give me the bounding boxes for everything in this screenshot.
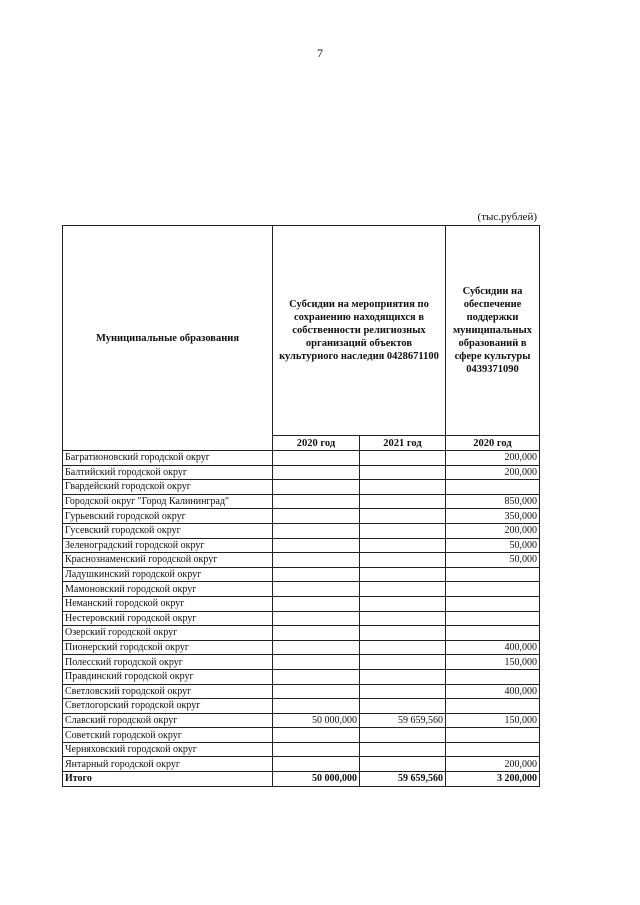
cell-a-2020	[273, 451, 360, 466]
cell-a-2021	[360, 582, 446, 597]
cell-a-2021	[360, 626, 446, 641]
table-row	[63, 699, 540, 714]
cell-b-2020	[446, 728, 540, 743]
subsidy-table	[62, 225, 540, 787]
cell-a-2020	[273, 494, 360, 509]
table-row	[63, 757, 540, 772]
table-row	[63, 451, 540, 466]
table-row	[63, 523, 540, 538]
cell-a-2021	[360, 465, 446, 480]
row-name: Славский городской округ	[63, 713, 273, 728]
cell-b-2020: 150,000	[446, 655, 540, 670]
row-name: Гвардейский городской округ	[63, 480, 273, 495]
cell-a-2021	[360, 655, 446, 670]
row-name: Черняховский городской округ	[63, 742, 273, 757]
row-name: Балтийский городской округ	[63, 465, 273, 480]
cell-b-2020: 200,000	[446, 757, 540, 772]
row-name: Зеленоградский городской округ	[63, 538, 273, 553]
table-row	[63, 611, 540, 626]
table-row	[63, 655, 540, 670]
table-row	[63, 480, 540, 495]
row-name: Светлогорский городской округ	[63, 699, 273, 714]
cell-b-2020	[446, 626, 540, 641]
cell-a-2021: 59 659,560	[360, 772, 446, 787]
cell-a-2021	[360, 538, 446, 553]
cell-a-2020	[273, 640, 360, 655]
row-name: Ладушкинский городской округ	[63, 567, 273, 582]
cell-a-2021	[360, 757, 446, 772]
cell-a-2020	[273, 582, 360, 597]
header-year-a-2020: 2020 год	[273, 436, 360, 451]
cell-a-2020	[273, 626, 360, 641]
table-row	[63, 669, 540, 684]
cell-a-2020	[273, 480, 360, 495]
row-name: Нестеровский городской округ	[63, 611, 273, 626]
table-row	[63, 596, 540, 611]
cell-a-2021	[360, 728, 446, 743]
table-row-total	[63, 772, 540, 787]
cell-a-2021	[360, 699, 446, 714]
row-name: Мамоновский городской округ	[63, 582, 273, 597]
row-name: Полесский городской округ	[63, 655, 273, 670]
cell-b-2020: 200,000	[446, 451, 540, 466]
cell-a-2020	[273, 523, 360, 538]
row-name: Городской округ "Город Калининград"	[63, 494, 273, 509]
cell-a-2020	[273, 742, 360, 757]
cell-b-2020: 200,000	[446, 523, 540, 538]
table-row	[63, 684, 540, 699]
cell-a-2021: 59 659,560	[360, 713, 446, 728]
row-name: Краснознаменский городской округ	[63, 553, 273, 568]
table-row	[63, 553, 540, 568]
header-year-b-2020: 2020 год	[446, 436, 540, 451]
table-row	[63, 494, 540, 509]
cell-a-2020	[273, 728, 360, 743]
row-name: Итого	[63, 772, 273, 787]
table-row	[63, 742, 540, 757]
cell-a-2021	[360, 684, 446, 699]
cell-b-2020: 150,000	[446, 713, 540, 728]
cell-b-2020	[446, 669, 540, 684]
table-body	[63, 451, 540, 787]
table-row	[63, 728, 540, 743]
cell-a-2021	[360, 523, 446, 538]
cell-a-2020	[273, 509, 360, 524]
cell-a-2020	[273, 699, 360, 714]
cell-a-2020	[273, 669, 360, 684]
cell-b-2020	[446, 742, 540, 757]
row-name: Гусевский городской округ	[63, 523, 273, 538]
cell-a-2020	[273, 596, 360, 611]
table-row	[63, 582, 540, 597]
cell-a-2020	[273, 611, 360, 626]
cell-a-2020	[273, 553, 360, 568]
table-row	[63, 640, 540, 655]
header-year-a-2021: 2021 год	[360, 436, 446, 451]
row-name: Правдинский городской округ	[63, 669, 273, 684]
cell-a-2020	[273, 465, 360, 480]
row-name: Янтарный городской округ	[63, 757, 273, 772]
cell-b-2020	[446, 480, 540, 495]
row-name: Гурьевский городской округ	[63, 509, 273, 524]
cell-a-2021	[360, 494, 446, 509]
cell-b-2020: 400,000	[446, 684, 540, 699]
cell-b-2020: 850,000	[446, 494, 540, 509]
cell-a-2021	[360, 480, 446, 495]
cell-a-2021	[360, 567, 446, 582]
cell-a-2020: 50 000,000	[273, 713, 360, 728]
row-name: Советский городской округ	[63, 728, 273, 743]
cell-a-2020: 50 000,000	[273, 772, 360, 787]
units-label: (тыс.рублей)	[477, 211, 537, 223]
cell-b-2020: 200,000	[446, 465, 540, 480]
cell-b-2020	[446, 611, 540, 626]
cell-b-2020: 50,000	[446, 553, 540, 568]
cell-b-2020	[446, 699, 540, 714]
row-name: Неманский городской округ	[63, 596, 273, 611]
cell-a-2020	[273, 684, 360, 699]
cell-b-2020	[446, 582, 540, 597]
cell-b-2020: 3 200,000	[446, 772, 540, 787]
cell-a-2021	[360, 640, 446, 655]
header-subsidy-religious-heritage	[273, 226, 446, 436]
cell-a-2020	[273, 757, 360, 772]
cell-b-2020: 50,000	[446, 538, 540, 553]
cell-a-2020	[273, 567, 360, 582]
cell-a-2020	[273, 538, 360, 553]
cell-b-2020	[446, 567, 540, 582]
cell-a-2021	[360, 669, 446, 684]
cell-b-2020	[446, 596, 540, 611]
cell-a-2021	[360, 553, 446, 568]
table-row	[63, 626, 540, 641]
header-subsidy-culture-support: Субсидии на обеспечение поддержки муниципальных образований в сфере культуры 0439371090	[446, 226, 540, 436]
cell-a-2021	[360, 509, 446, 524]
table-row	[63, 465, 540, 480]
table-row	[63, 538, 540, 553]
page-number: 7	[317, 46, 323, 60]
cell-a-2021	[360, 451, 446, 466]
table-row	[63, 509, 540, 524]
cell-a-2021	[360, 596, 446, 611]
row-name: Светловский городской округ	[63, 684, 273, 699]
header-municipality: Муниципальные образования	[63, 226, 273, 451]
cell-a-2021	[360, 742, 446, 757]
cell-b-2020: 350,000	[446, 509, 540, 524]
cell-a-2021	[360, 611, 446, 626]
row-name: Пионерский городской округ	[63, 640, 273, 655]
table-row	[63, 567, 540, 582]
cell-a-2020	[273, 655, 360, 670]
header-subsidy-a-text: Субсидии на мероприятия по сохранению находящихся в собственности религиозных организаций объектов культурного наследия 0428671100	[279, 299, 439, 362]
table-row	[63, 713, 540, 728]
row-name: Багратионовский городской округ	[63, 451, 273, 466]
row-name: Озерский городской округ	[63, 626, 273, 641]
cell-b-2020: 400,000	[446, 640, 540, 655]
